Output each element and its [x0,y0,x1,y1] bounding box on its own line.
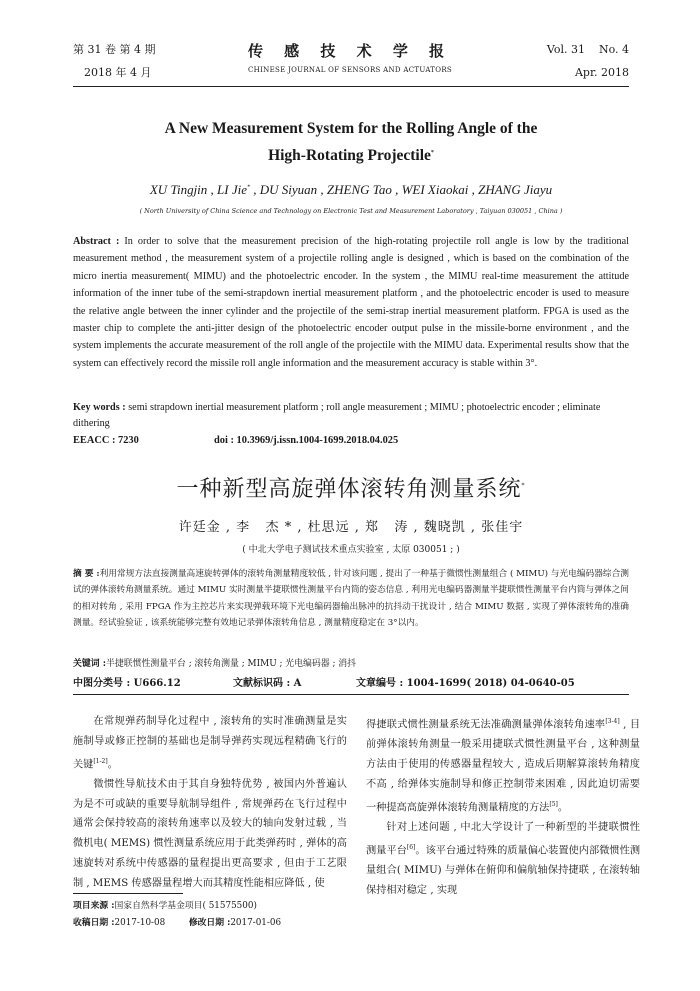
abstract-label-en: Abstract [73,236,111,247]
abstract-en: Abstract : In order to solve that the measurement precision of the high-rotating projectile roll angle is low by the traditional measurement method , the measurement system of a projectile rolling angle is designed , which is based on the combination of the micro inertia measurement( MIMU) and the photoelectric encoder. In the system , the MIMU real-time measurement the attitude information of the inner tube of the semi-strapdown inertial measurement platform , and the photoelectric encoder is used to measure the relative angle between the inner cylinder and the projectile of the semi-strap inertial measurement platform. FPGA is used as the master chip to complete the anti-jitter design of the photoelectric encoder output pulse in the missile-borne environment , and the system implements the accurate measurement of the roll angle of the projectile with the MIMU data. Experimental results show that the system can effectively record the missile roll angle information and the measurement accuracy is stable within 3°. [73,236,629,369]
section-rule [73,694,629,695]
date-cn: 2018 年 4 月 [84,66,152,79]
article-number: 文章编号 : 1004-1699( 2018) 04-0640-05 [356,678,575,689]
journal-title-cn: 传 感 技 术 学 报 [247,42,453,60]
title-cn: 一种新型高旋弹体滚转角测量系统* [176,477,526,502]
body-column-left [73,712,347,894]
affiliation-cn: ( 中北大学电子测试技术重点实验室 , 太原 030051 ; ) [242,545,460,555]
body-paragraph: 微惯性导航技术由于其自身独特优势 , 被国内外普遍认为是不可或缺的重要导航制导组件 , 常规弹药在飞行过程中通常会保持较高的滚转角速率以及较大的轴向发射过载 , 当微机电( MEMS) 惯性测量系统应用于此类弹药时 , 弹体的高速旋转对系统中传感器的量程提出更高要求 , 但由于工艺限制 , MEMS 传感器量程增大而其精度性能相应降低 , 使 [73,778,347,889]
eeacc-doi-line [73,435,629,446]
title-footnote-mark: * [430,150,434,156]
dates-note: 收稿日期 :2017-10-08 修改日期 :2017-01-06 [73,918,282,928]
authors-en: XU Tingjin , LI Jie* , DU Siyuan , ZHENG Tao , WEI Xiaokai , ZHANG Jiayu [149,182,553,197]
title-en [73,116,629,168]
title-en-line2: High-Rotating Projectile* [268,147,434,165]
eeacc-code: EEACC : 7230 [73,435,139,446]
header-rule [73,86,629,87]
date-en: Apr. 2018 [574,66,629,79]
body-paragraph: 得捷联式惯性测量系统无法准确测量弹体滚转角速率[3-4] , 目前弹体滚转角测量一般采用捷联式惯性测量平台 , 这种测量方法由于使用的传感器量程较大 , 造成后期解算滚转角精度不高 , 给弹体实施制导和修正控制带来困难 , 因此迫切需要一种提高高旋弹体滚转角测量精度的方法[5]。 [366,718,641,813]
authors-cn: 许廷金 , 李 杰 * , 杜思远 , 郑 涛 , 魏晓凯 , 张佳宇 [178,520,524,535]
keywords-en: Key words : semi strapdown inertial measurement platform ; roll angle measurement ; MIMU ; photoelectric encoder ; eliminate dithering [73,402,601,429]
document-code: 文献标识码 : A [233,678,302,689]
doi: doi : 10.3969/j.issn.1004-1699.2018.04.025 [214,435,399,446]
funding-note: 项目来源 :国家自然科学基金项目( 51575500) [73,901,257,911]
keywords-cn: 关键词 :半捷联惯性测量平台 ; 滚转角测量 ; MIMU ; 光电编码器 ; 消抖 [73,659,357,669]
classification-line [73,674,629,689]
title-en-line1: A New Measurement System for the Rolling Angle of the [164,120,538,137]
body-column-right [366,712,640,900]
clc-number: 中图分类号 : U666.12 [73,678,181,689]
affiliation-en: ( North University of China Science and Technology on Electronic Test and Measurement Laboratory , Taiyuan 030051 , China ) [139,207,563,215]
footnote-rule [73,893,183,894]
body-paragraph: 针对上述问题 , 中北大学设计了一种新型的半捷联惯性测量平台[6]。该平台通过特殊的质量偏心装置使内部微惯性测量组合( MIMU) 与弹体在俯仰和偏航轴保持捷联 , 在滚转轴保持相对稳定 , 实现 [366,821,641,896]
journal-title-en: CHINESE JOURNAL OF SENSORS AND ACTUATORS [248,66,452,74]
abstract-cn: 摘 要 :利用常规方法直接测量高速旋转弹体的滚转角测量精度较低 , 针对该问题 , 提出了一种基于微惯性测量组合 ( MIMU) 与光电编码器综合测试的弹体滚转角测量系统。通过 MIMU 实时测量半捷联惯性测量平台内筒的姿态信息 , 利用光电编码器测量半捷联惯性测量平台内筒与弹体之间的相对转角 , 采用 FPGA 作为主控芯片来实现弹载环境下光电编码器输出脉冲的抗抖动干扰设计 , 结合 MIMU 数据 , 实现了弹体滚转角的准确测量。经试验验证 , 该系统能够完整有效地记录弹体滚转角信息 , 测量精度稳定在 3°以内。 [73,569,629,628]
body-paragraph: 在常规弹药制导化过程中 , 滚转角的实时准确测量是实施制导或修正控制的基础也是制导弹药实现远程精确飞行的关键[1-2]。 [73,716,347,770]
volume-issue-en: Vol. 31 No. 4 [546,43,629,56]
volume-issue-cn: 第 31 卷 第 4 期 [73,43,156,56]
